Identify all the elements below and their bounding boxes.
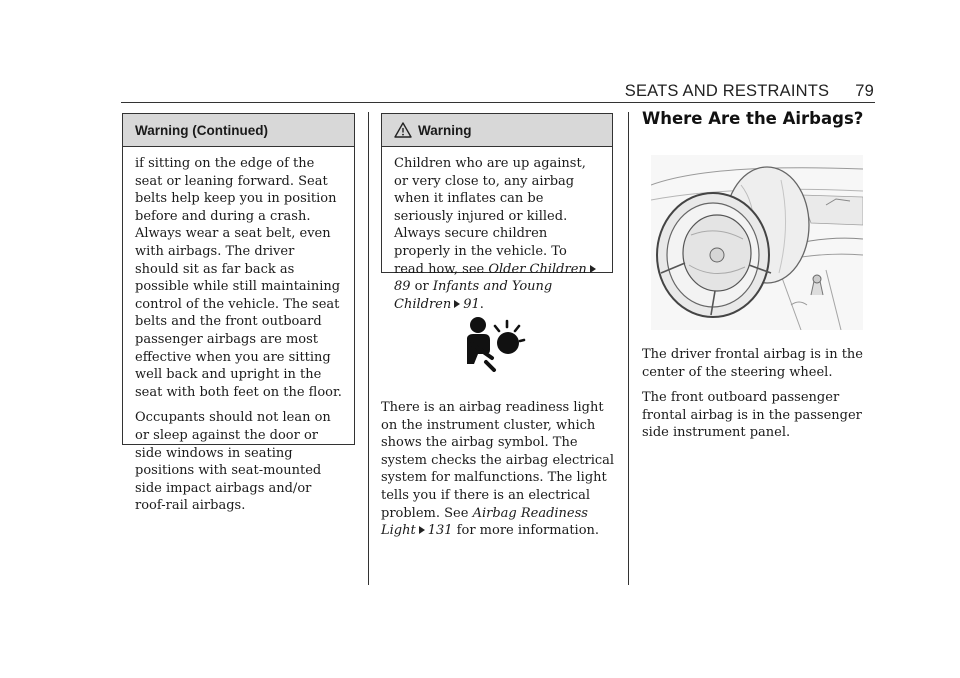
column-divider-2 <box>628 112 629 585</box>
warning-children-text-end: . <box>479 296 484 312</box>
readiness-text-end: for more information. <box>452 523 600 539</box>
airbag-deployment-image <box>651 155 863 330</box>
driver-airbag-paragraph: The driver frontal airbag is in the center of the steering wheel. <box>642 347 863 380</box>
ref-airbag-readiness-page[interactable]: 131 <box>427 523 453 539</box>
header-rule <box>121 102 875 103</box>
warning-children-header <box>382 114 612 147</box>
warning-continued-title: Warning (Continued) <box>123 114 354 147</box>
section-title: Where Are the Airbags? <box>642 109 864 128</box>
page-reference-arrow-icon <box>419 526 425 534</box>
section-name: SEATS AND RESTRAINTS <box>624 82 830 100</box>
ref-infants-young-children[interactable]: Infants and Young Children <box>394 279 553 312</box>
readiness-text: There is an airbag readiness light on the instrument cluster, which shows the airbag symbol. The system checks the airbag electrical system for malfunctions. The light tells you if there is an electrical problem. See <box>381 400 615 521</box>
page-reference-arrow-icon <box>454 300 460 308</box>
page-header <box>625 82 874 101</box>
passenger-airbag-paragraph: The front outboard passenger frontal airbag is in the passenger side instrument panel. <box>642 390 862 441</box>
ref-airbag-readiness-light[interactable]: Airbag Readiness Light <box>381 505 588 539</box>
airbag-symbol-icon <box>464 316 528 372</box>
ref-older-children-page[interactable]: 89 <box>394 279 411 295</box>
page-number: 79 <box>855 82 874 100</box>
airbags-location-section <box>642 346 877 442</box>
warning-children-text-mid: or <box>410 279 433 295</box>
warning-children-box <box>381 113 613 312</box>
ref-infants-page[interactable]: 91 <box>463 296 480 312</box>
warning-children-paragraph <box>394 155 600 313</box>
warning-continued-paragraph: if sitting on the edge of the seat or leaning forward. Seat belts help keep you in position before and during a crash. Always wear a seat belt, even with airbags. The driver should sit as far back as possible while still maintaining control of the vehicle. The seat belts and the front outboard passenger airbags are most effective when you are sitting well back and upright in the seat with both feet on the floor. <box>135 156 342 400</box>
warning-children-title: Warning <box>418 122 472 138</box>
readiness-light-paragraph <box>381 399 616 540</box>
warning-triangle-icon <box>394 122 412 138</box>
warning-children-body <box>382 147 612 323</box>
ref-older-children[interactable]: Older Children <box>488 261 587 277</box>
warning-continued-box <box>122 113 355 514</box>
warning-continued-body <box>123 147 354 525</box>
page-reference-arrow-icon <box>590 265 596 273</box>
column-divider-1 <box>368 112 369 585</box>
readiness-light-section <box>381 399 616 540</box>
warning-children-text: Children who are up against, or very close to, any airbag when it inflates can be seriously injured or killed. Always secure children properly in the vehicle. To read how, see <box>394 156 586 277</box>
warning-continued-paragraph: Occupants should not lean on or sleep against the door or side windows in seating positions with seat-mounted side impact airbags and/or roof-rail airbags. <box>135 410 331 514</box>
